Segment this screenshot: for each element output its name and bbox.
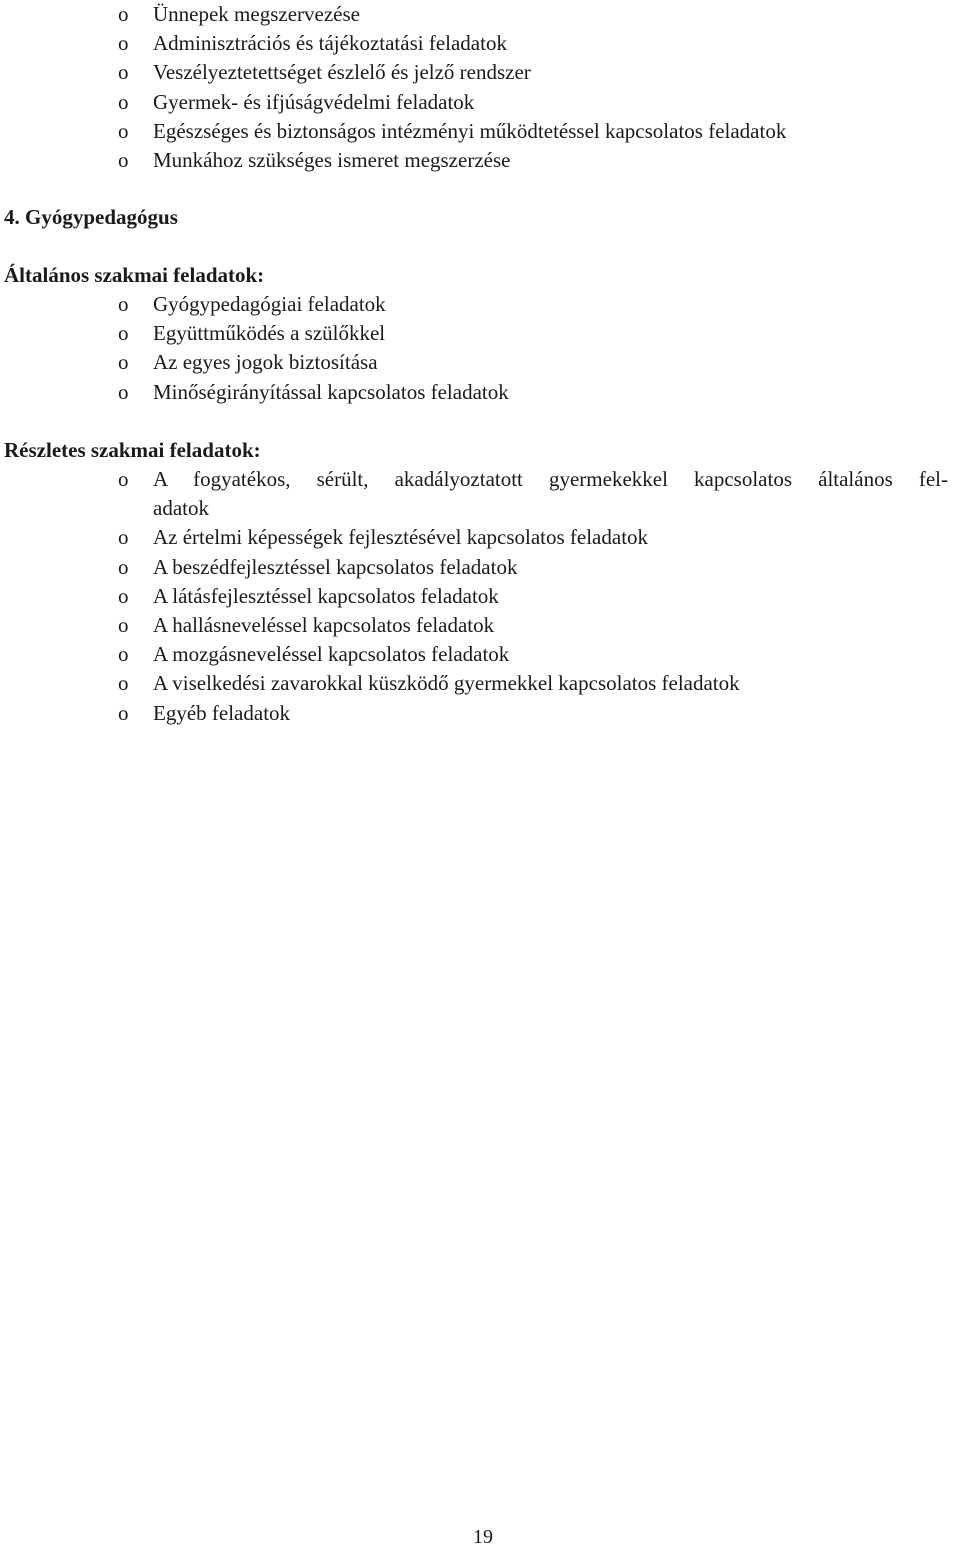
- bullet-icon: o: [118, 31, 129, 56]
- list-item-text: Az egyes jogok biztosítása: [153, 350, 378, 375]
- bullet-icon: o: [118, 554, 129, 579]
- list-item-text: Ünnepek megszervezése: [153, 2, 360, 26]
- bullet-icon: o: [118, 467, 129, 491]
- list-item-text: A mozgásneveléssel kapcsolatos feladatok: [153, 642, 510, 667]
- list-item: [0, 611, 960, 640]
- list-item-text: Egyéb feladatok: [153, 700, 291, 725]
- list-item-text: Adminisztrációs és tájékoztatási feladatok: [153, 31, 507, 56]
- list-item-text: Egészséges és biztonságos intézményi működtetéssel kapcsolatos feladatok: [153, 118, 787, 143]
- bullet-icon: o: [118, 89, 129, 114]
- bullet-icon: o: [118, 60, 129, 85]
- bullet-icon: o: [118, 613, 129, 638]
- bullet-icon: o: [118, 379, 129, 404]
- list-item: [0, 348, 960, 377]
- list-item: [0, 523, 960, 552]
- list-item-text: Gyógypedagógiai feladatok: [153, 292, 386, 316]
- page-number: 19: [473, 1526, 493, 1548]
- bullet-icon: o: [118, 118, 129, 143]
- list-item-text: Munkához szükséges ismeret megszerzése: [153, 148, 511, 173]
- general-task-list: [0, 290, 960, 407]
- list-item-text-line1: A fogyatékos, sérült, akadályoztatott gyermekekkel kapcsolatos általános fel-: [153, 467, 948, 491]
- list-item: [0, 669, 960, 698]
- bullet-icon: o: [118, 350, 129, 375]
- bullet-icon: o: [118, 671, 129, 696]
- list-item: [0, 290, 960, 319]
- bullet-icon: o: [118, 321, 129, 346]
- list-item-text: Veszélyeztetettséget észlelő és jelző rendszer: [153, 60, 531, 85]
- list-item: [0, 29, 960, 58]
- section-title: 4. Gyógypedagógus: [4, 205, 178, 229]
- list-item: [0, 146, 960, 175]
- bullet-icon: o: [118, 525, 129, 550]
- bullet-icon: o: [118, 700, 129, 725]
- bullet-icon: o: [118, 583, 129, 608]
- list-item: [0, 117, 960, 146]
- list-item: [0, 0, 960, 29]
- list-item-text-line2: adatok: [153, 496, 209, 521]
- list-item-text: A látásfejlesztéssel kapcsolatos feladatok: [153, 583, 499, 608]
- list-item: [0, 553, 960, 582]
- list-item-text: A beszédfejlesztéssel kapcsolatos feladatok: [153, 554, 518, 579]
- general-tasks-heading: Általános szakmai feladatok:: [4, 263, 265, 287]
- bullet-icon: o: [118, 148, 129, 173]
- list-item: [0, 640, 960, 669]
- bullet-icon: o: [118, 642, 129, 667]
- list-item: [0, 319, 960, 348]
- list-item-text: Az értelmi képességek fejlesztésével kapcsolatos feladatok: [153, 525, 649, 550]
- detailed-tasks-heading: Részletes szakmai feladatok:: [4, 438, 261, 462]
- list-item: [0, 88, 960, 117]
- list-item: [0, 58, 960, 87]
- list-item: [0, 582, 960, 611]
- list-item-text: Együttműködés a szülőkkel: [153, 321, 386, 346]
- list-item: [0, 465, 960, 523]
- list-item-text: A hallásneveléssel kapcsolatos feladatok: [153, 613, 495, 638]
- list-item: [0, 699, 960, 728]
- detailed-task-list: [0, 465, 960, 728]
- list-item-text: A viselkedési zavarokkal küszködő gyermekkel kapcsolatos feladatok: [153, 671, 740, 696]
- list-item-text: Gyermek- és ifjúságvédelmi feladatok: [153, 89, 475, 114]
- bullet-icon: o: [118, 2, 129, 26]
- top-task-list: [0, 0, 960, 175]
- bullet-icon: o: [118, 292, 129, 316]
- list-item-text: Minőségirányítással kapcsolatos feladatok: [153, 379, 509, 404]
- list-item: [0, 378, 960, 407]
